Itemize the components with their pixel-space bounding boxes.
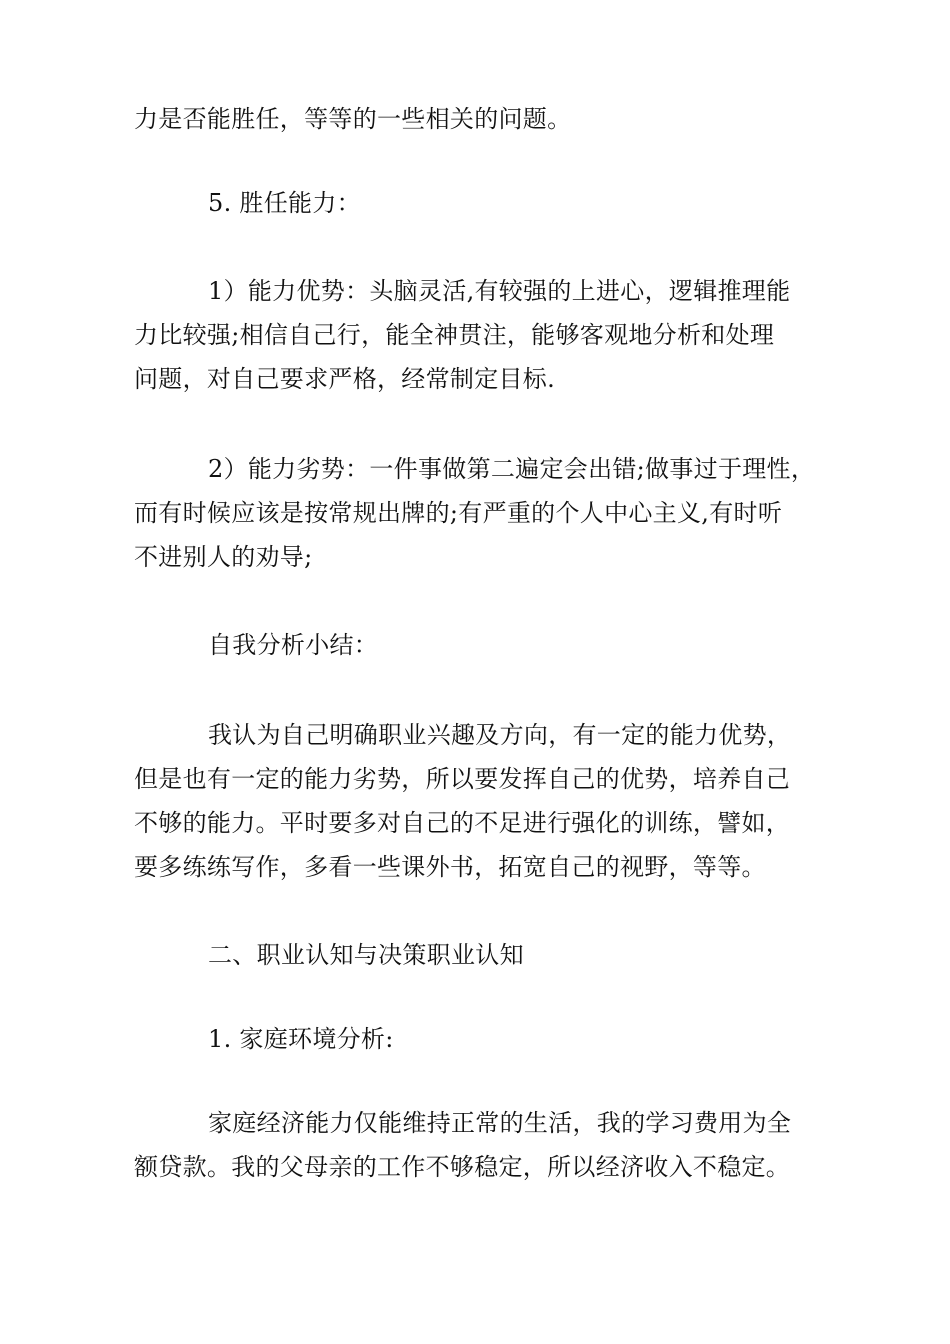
paragraph-continuation-line: 力是否能胜任，等等的一些相关的问题。	[134, 105, 572, 133]
strengths-line-2: 力比较强;相信自己行，能全神贯注，能够客观地分析和处理	[134, 321, 775, 349]
family-line-2: 额贷款。我的父母亲的工作不够稳定，所以经济收入不稳定。	[134, 1153, 791, 1181]
strengths-line-1: 1）能力优势：头脑灵活,有较强的上进心，逻辑推理能	[208, 277, 791, 305]
self-analysis-summary-heading: 自我分析小结：	[208, 631, 379, 659]
weaknesses-line-2: 而有时候应该是按常规出牌的;有严重的个人中心主义,有时听	[134, 499, 783, 527]
weaknesses-line-3: 不进别人的劝导;	[134, 543, 313, 571]
strengths-line-3: 问题，对自己要求严格，经常制定目标.	[134, 365, 556, 393]
weaknesses-line-1: 2）能力劣势：一件事做第二遍定会出错;做事过于理性，	[208, 455, 816, 483]
family-line-1: 家庭经济能力仅能维持正常的生活，我的学习费用为全	[208, 1109, 792, 1137]
summary-line-1: 我认为自己明确职业兴趣及方向，有一定的能力优势，	[208, 721, 792, 749]
summary-line-2: 但是也有一定的能力劣势，所以要发挥自己的优势，培养自己	[134, 765, 791, 793]
section-heading-family-environment: 1. 家庭环境分析:	[208, 1025, 394, 1053]
summary-line-4: 要多练练写作，多看一些课外书，拓宽自己的视野，等等。	[134, 853, 766, 881]
section-heading-career-cognition: 二、职业认知与决策职业认知	[208, 941, 524, 969]
summary-line-3: 不够的能力。平时要多对自己的不足进行强化的训练，譬如，	[134, 809, 791, 837]
section-heading-competency: 5. 胜任能力：	[208, 189, 361, 217]
